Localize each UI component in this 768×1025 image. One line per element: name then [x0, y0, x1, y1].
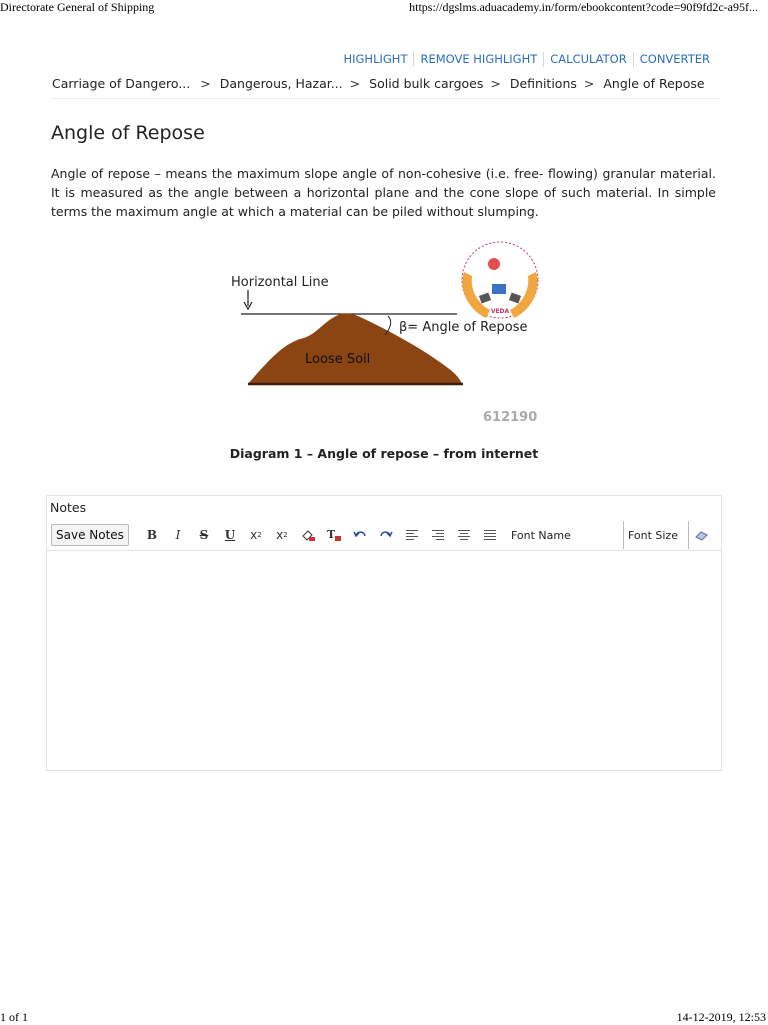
print-header-title: Directorate General of Shipping	[0, 0, 155, 14]
image-id-label: 612190	[483, 410, 538, 425]
superscript-icon[interactable]: x 2	[276, 528, 288, 542]
svg-text:T: T	[326, 528, 336, 541]
diagram-svg	[220, 240, 560, 430]
veda-logo	[462, 242, 538, 318]
highlight-link[interactable]: HIGHLIGHT	[343, 52, 408, 66]
bold-icon[interactable]: B	[146, 528, 158, 542]
notes-panel	[46, 495, 722, 771]
print-page-count: 1 of 1	[0, 1010, 28, 1024]
background-color-icon[interactable]	[295, 524, 321, 546]
remove-highlight-link[interactable]: REMOVE HIGHLIGHT	[413, 52, 543, 67]
horizontal-line-label: Horizontal Line	[231, 275, 329, 290]
diagram-caption: Diagram 1 – Angle of repose – from internet	[229, 446, 539, 461]
logo-text: VEDA	[490, 308, 510, 315]
breadcrumb-separator: >	[490, 76, 501, 91]
breadcrumb-separator: >	[349, 76, 361, 91]
breadcrumb-separator: >	[583, 76, 595, 91]
reader-toolbar	[337, 52, 716, 67]
breadcrumb-item-dangerous[interactable]: Dangerous, Hazar...	[219, 76, 343, 91]
breadcrumb-item-definitions[interactable]: Definitions	[509, 76, 577, 91]
print-timestamp: 14-12-2019, 12:53	[676, 1010, 766, 1024]
page-title: Angle of Repose	[51, 122, 205, 144]
strikethrough-icon[interactable]: S	[199, 528, 209, 542]
underline-icon[interactable]: U	[224, 528, 236, 542]
align-justify-icon[interactable]	[477, 524, 503, 546]
font-name-select[interactable]: Font Name	[507, 521, 624, 549]
redo-icon[interactable]	[373, 524, 399, 546]
definition-text: Angle of repose – means the maximum slope angle of non-cohesive (i.e. free- flowing) granular material. It is measured as the angle between a horizontal plane and the cone slope of such material. In simple terms the maximum angle at which a material can be piled without slumping.	[51, 166, 716, 219]
align-right-icon[interactable]	[425, 524, 451, 546]
font-size-select[interactable]: Font Size	[624, 521, 689, 549]
notes-editor-area[interactable]	[47, 550, 721, 770]
undo-icon[interactable]	[347, 524, 373, 546]
save-notes-button[interactable]: Save Notes	[51, 524, 129, 546]
text-color-icon[interactable]	[321, 524, 347, 546]
editor-toolbar	[51, 522, 717, 548]
subscript-icon[interactable]: x 2	[250, 528, 262, 542]
breadcrumb-item-carriage[interactable]: Carriage of Dangero...	[52, 76, 191, 91]
align-center-icon[interactable]	[451, 524, 477, 546]
converter-link[interactable]: CONVERTER	[633, 52, 716, 67]
breadcrumb-item-current: Angle of Repose	[603, 76, 705, 91]
calculator-link[interactable]: CALCULATOR	[543, 52, 632, 67]
notes-title: Notes	[50, 500, 87, 515]
breadcrumb-item-solid-bulk[interactable]: Solid bulk cargoes	[369, 76, 484, 91]
angle-of-repose-diagram	[220, 240, 560, 430]
breadcrumb	[50, 76, 720, 99]
loose-soil-label: Loose Soil	[305, 352, 371, 367]
breadcrumb-separator: >	[200, 76, 211, 91]
eraser-icon[interactable]	[689, 524, 715, 546]
align-left-icon[interactable]	[399, 524, 425, 546]
angle-label: β= Angle of Repose	[399, 320, 528, 335]
print-header-url: https://dgslms.aduacademy.in/form/ebookcontent?code=90f9fd2c-a95f...	[409, 0, 758, 14]
italic-icon[interactable]: I	[175, 528, 181, 542]
